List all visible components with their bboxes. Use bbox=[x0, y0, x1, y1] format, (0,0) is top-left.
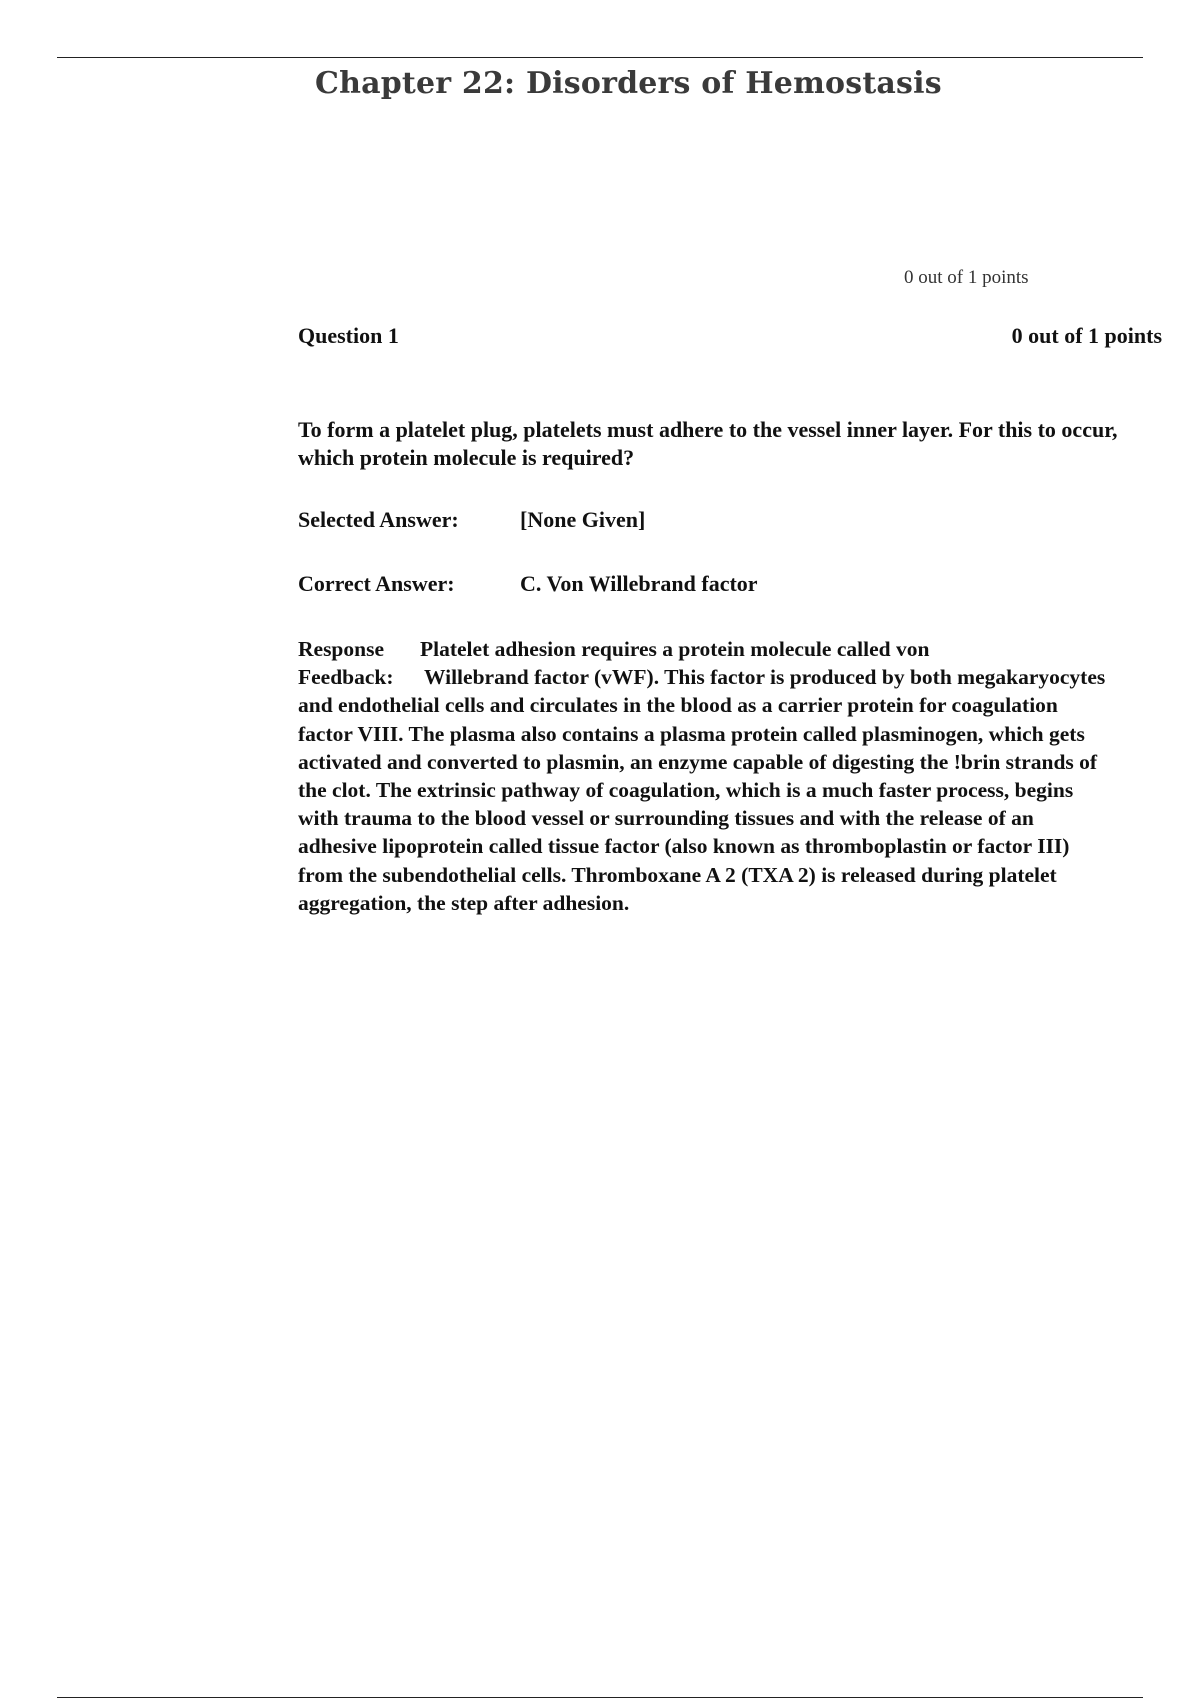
correct-answer-value: C. Von Willebrand factor bbox=[520, 571, 758, 596]
feedback-label-response: Response bbox=[298, 637, 385, 661]
top-divider bbox=[57, 57, 1143, 58]
question-text: To form a platelet plug, platelets must adhere to the vessel inner layer. For this to occur, which protein molecule is required? bbox=[298, 417, 1118, 470]
correct-answer-row bbox=[298, 571, 758, 597]
feedback-line: and endothelial cells and circulates in the blood as a carrier protein for coagulation bbox=[298, 693, 1058, 718]
selected-answer-value: [None Given] bbox=[520, 507, 646, 532]
question-label: Question 1 bbox=[298, 323, 399, 348]
feedback-line bbox=[298, 663, 1200, 691]
feedback-label-feedback: Feedback: bbox=[298, 665, 394, 690]
feedback-text: Platelet adhesion requires a protein molecule called von bbox=[420, 637, 930, 661]
response-feedback bbox=[298, 635, 1200, 917]
bottom-divider bbox=[57, 1697, 1143, 1698]
selected-answer-label: Selected Answer: bbox=[298, 507, 459, 532]
feedback-line: factor VIII. The plasma also contains a plasma protein called plasminogen, which gets bbox=[298, 721, 1085, 746]
question-score: 0 out of 1 points bbox=[1011, 323, 1162, 348]
feedback-text: Willebrand factor (vWF). This factor is produced by both megakaryocytes bbox=[424, 665, 1106, 690]
feedback-line: aggregation, the step after adhesion. bbox=[298, 890, 630, 915]
feedback-line: adhesive lipoprotein called tissue factor (also known as thromboplastin or factor III) bbox=[298, 834, 1070, 859]
feedback-line: activated and converted to plasmin, an enzyme capable of digesting the !brin strands of bbox=[298, 749, 1098, 774]
feedback-line bbox=[298, 635, 1200, 663]
feedback-line: from the subendothelial cells. Thromboxane A 2 (TXA 2) is released during platelet bbox=[298, 862, 1057, 887]
correct-answer-label: Correct Answer: bbox=[298, 571, 455, 596]
feedback-line: the clot. The extrinsic pathway of coagulation, which is a much faster process, begins bbox=[298, 778, 1074, 803]
header-score: 0 out of 1 points bbox=[904, 267, 1029, 288]
selected-answer-row bbox=[298, 507, 645, 533]
chapter-title: Chapter 22: Disorders of Hemostasis bbox=[315, 66, 942, 101]
feedback-line: with trauma to the blood vessel or surrounding tissues and with the release of an bbox=[298, 806, 1034, 831]
